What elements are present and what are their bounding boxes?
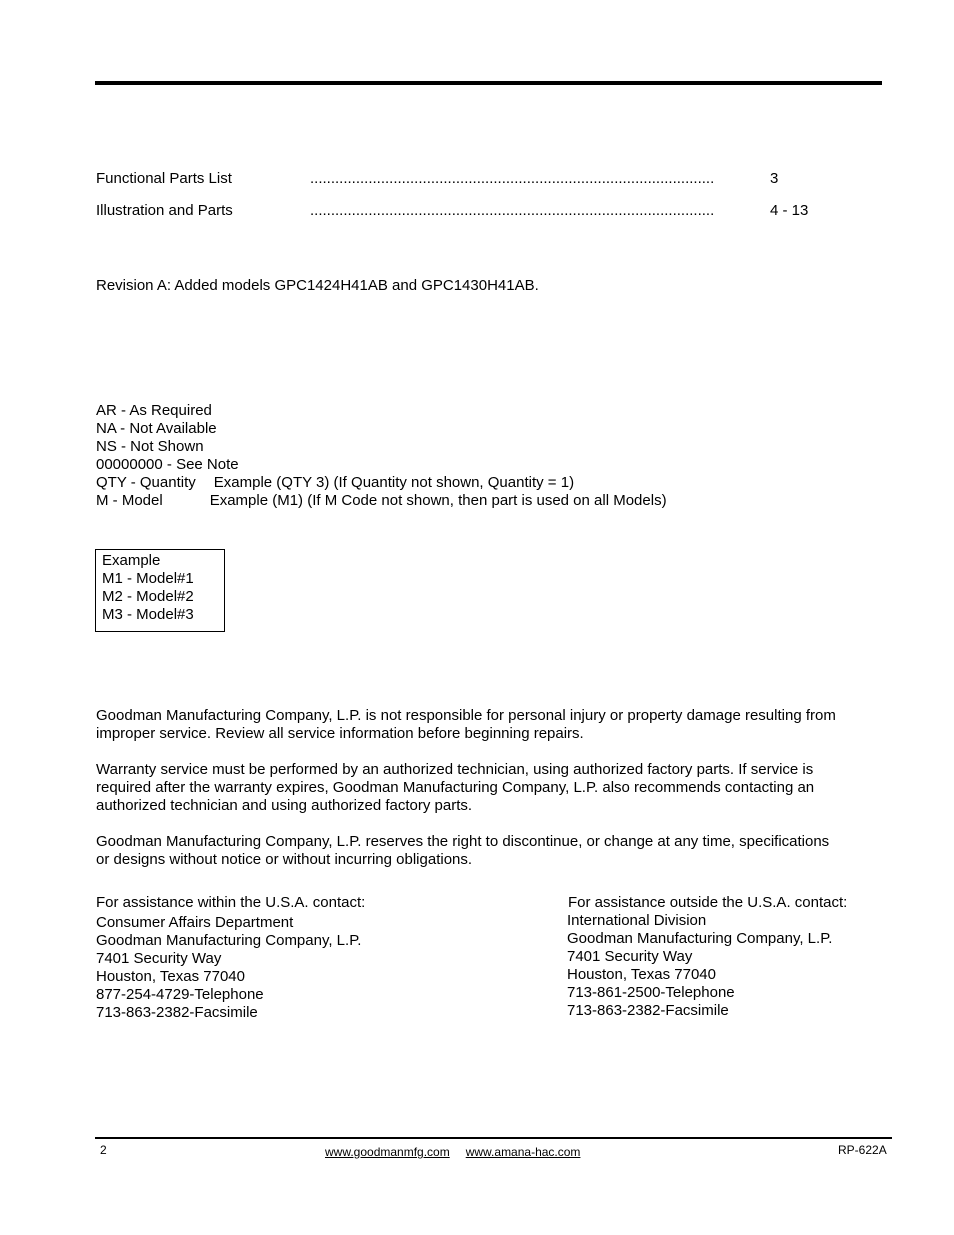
- contact-heading: For assistance outside the U.S.A. contact:: [568, 894, 848, 911]
- example-box-line: M1 - Model#1: [102, 570, 194, 587]
- document-code: RP-622A: [838, 1143, 887, 1157]
- liability-paragraph: [96, 707, 836, 743]
- abbreviation-item: 00000000 - See Note: [96, 456, 239, 473]
- example-box-line: M3 - Model#3: [102, 606, 194, 623]
- example-box-line: M2 - Model#2: [102, 588, 194, 605]
- warranty-paragraph: [96, 761, 814, 815]
- rights-paragraph: [96, 833, 829, 869]
- toc-title: Functional Parts List: [96, 170, 232, 187]
- abbreviation-item: [96, 474, 667, 492]
- contact-line: Houston, Texas 77040: [96, 968, 245, 985]
- contact-line: 7401 Security Way: [567, 948, 693, 965]
- toc-leader: .................................................................................................: [310, 202, 715, 219]
- contact-line: 713-861-2500-Telephone: [567, 984, 735, 1001]
- paragraph-line: Goodman Manufacturing Company, L.P. reserves the right to discontinue, or change at any time, specifications: [96, 833, 830, 850]
- paragraph-line: Goodman Manufacturing Company, L.P. is not responsible for personal injury or property damage resulting from: [96, 707, 836, 724]
- paragraph-line: authorized technician and using authorized factory parts.: [96, 797, 473, 814]
- abbreviation-term: QTY - Quantity: [96, 474, 196, 491]
- goodman-website-link[interactable]: www.goodmanmfg.com: [325, 1145, 450, 1159]
- contact-line: Goodman Manufacturing Company, L.P.: [96, 932, 362, 949]
- contact-line: 713-863-2382-Facsimile: [96, 1004, 258, 1021]
- contact-line: 7401 Security Way: [96, 950, 222, 967]
- footer-rule: [95, 1137, 892, 1139]
- example-box-line: Example: [102, 552, 161, 569]
- footer-links: [325, 1145, 580, 1159]
- contact-line: Consumer Affairs Department: [96, 914, 294, 931]
- abbreviation-item: [96, 492, 667, 510]
- amana-website-link[interactable]: www.amana-hac.com: [465, 1145, 581, 1159]
- contact-usa: [96, 894, 365, 1022]
- contact-line: 713-863-2382-Facsimile: [567, 1002, 729, 1019]
- abbreviation-example: Example (QTY 3) (If Quantity not shown, Quantity = 1): [213, 474, 575, 491]
- toc-title: Illustration and Parts: [96, 202, 233, 219]
- contact-line: 877-254-4729-Telephone: [96, 986, 264, 1003]
- toc-page: 3: [770, 170, 779, 187]
- contact-international: [567, 894, 847, 1020]
- toc-leader: .................................................................................................: [310, 170, 715, 187]
- contact-line: International Division: [567, 912, 707, 929]
- paragraph-line: required after the warranty expires, Goodman Manufacturing Company, L.P. also recommends contacting an: [96, 779, 815, 796]
- paragraph-line: Warranty service must be performed by an authorized technician, using authorized factory parts. If service is: [96, 761, 814, 778]
- abbreviation-example: Example (M1) (If M Code not shown, then part is used on all Models): [209, 492, 667, 509]
- toc-page: 4 - 13: [770, 202, 809, 219]
- header-rule: [95, 81, 882, 85]
- contact-line: Goodman Manufacturing Company, L.P.: [567, 930, 833, 947]
- abbreviation-item: NA - Not Available: [96, 420, 217, 437]
- paragraph-line: or designs without notice or without incurring obligations.: [96, 851, 473, 868]
- abbreviation-list: [96, 402, 667, 510]
- contact-heading: For assistance within the U.S.A. contact:: [96, 894, 366, 911]
- model-example-box: [95, 549, 225, 632]
- abbreviation-item: NS - Not Shown: [96, 438, 204, 455]
- revision-note: Revision A: Added models GPC1424H41AB and GPC1430H41AB.: [96, 277, 539, 294]
- abbreviation-term: M - Model: [96, 492, 163, 509]
- contact-line: Houston, Texas 77040: [567, 966, 716, 983]
- abbreviation-item: AR - As Required: [96, 402, 212, 419]
- paragraph-line: improper service. Review all service information before beginning repairs.: [96, 725, 584, 742]
- page-number: 2: [100, 1143, 107, 1157]
